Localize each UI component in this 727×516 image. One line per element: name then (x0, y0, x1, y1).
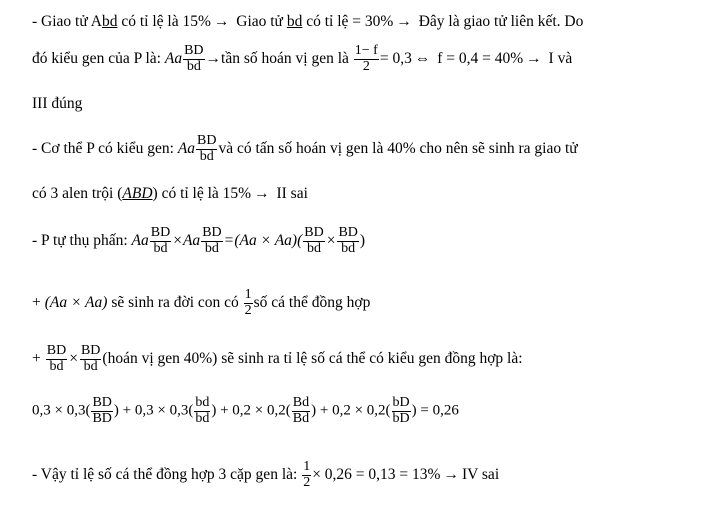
times-icon: × (173, 231, 182, 249)
fraction (302, 460, 311, 490)
numerator: 1 (244, 287, 252, 302)
numerator: BD (197, 133, 217, 148)
fraction (354, 44, 379, 74)
text: - Cơ thể P có kiểu gen: (32, 139, 178, 157)
denominator: bd (195, 410, 210, 426)
math-text: Aa (182, 231, 201, 249)
numerator: BD (184, 43, 204, 58)
line-5 (32, 186, 308, 202)
text: Giao tử (232, 13, 287, 30)
arrow-icon: → (396, 13, 412, 30)
iff-icon: ⇔ (414, 49, 431, 67)
text: Đây là giao tử liên kết. Do (414, 13, 584, 30)
math-text: (Aa × Aa) (44, 293, 108, 311)
denominator: Bd (292, 410, 310, 426)
math-text: + (32, 293, 41, 311)
fraction (337, 226, 358, 256)
math-text: = 0,3 (379, 49, 412, 67)
line-7 (32, 288, 370, 318)
math-text: ) (359, 231, 366, 249)
denominator: 2 (303, 474, 311, 490)
numerator: BD (202, 225, 222, 240)
denominator: bd (83, 358, 98, 374)
denominator: bd (199, 148, 214, 164)
fraction (183, 44, 204, 74)
numerator: bd (195, 395, 210, 410)
numerator: BD (80, 343, 101, 358)
numerator: BD (150, 225, 171, 240)
text: - P tự thụ phấn: (32, 231, 132, 249)
denominator: bd (204, 240, 219, 256)
line-10 (32, 460, 499, 490)
numerator: BD (338, 225, 358, 240)
fraction (201, 226, 222, 256)
numerator: Bd (292, 395, 310, 410)
fraction (196, 134, 217, 164)
math-text: ) + 0,2 × 0,2( (311, 402, 391, 419)
fraction (392, 396, 411, 426)
text: có 3 alen trội ( (32, 185, 123, 202)
fraction (292, 396, 310, 426)
math-text: ) + 0,3 × 0,3( (113, 402, 194, 419)
math-text: Aa (177, 139, 196, 157)
math-text: ABD (122, 185, 153, 202)
math-text: 0,3 × 0,3( (32, 402, 91, 419)
text: sẽ sinh ra đời con có (107, 293, 243, 311)
line-3 (32, 96, 82, 112)
text: bd (286, 13, 303, 30)
fraction (46, 344, 67, 374)
arrow-icon: → (254, 185, 270, 202)
math-text: (Aa × Aa)( (234, 231, 303, 249)
text: I và (544, 49, 573, 67)
denominator: bd (186, 58, 201, 74)
numerator: BD (92, 395, 112, 410)
line-8 (32, 344, 523, 374)
text: đó kiểu gen của P là: (32, 49, 165, 67)
line-2 (32, 44, 572, 74)
arrow-icon: → (213, 13, 230, 30)
math-text: ) = 0,26 (411, 402, 459, 419)
numerator: BD (304, 225, 324, 240)
fraction (150, 226, 171, 256)
times-icon: × (326, 231, 336, 249)
text: ) có tỉ lệ là 15% (152, 185, 252, 202)
text: - Giao tử A (32, 13, 102, 30)
text: f = 0,4 = 40% (433, 49, 524, 67)
line-6 (32, 226, 365, 256)
fraction (91, 396, 112, 426)
text: II sai (272, 185, 308, 202)
denominator: bd (341, 240, 356, 256)
text: và có tấn số hoán vị gen là 40% cho nên sẽ sinh ra giao tử (218, 139, 578, 157)
arrow-icon: → (205, 49, 222, 67)
numerator: BD (46, 343, 67, 358)
text: có tỉ lệ = 30% (302, 13, 394, 30)
math-text: ) + 0,2 × 0,2( (211, 402, 291, 419)
arrow-icon: → (443, 465, 459, 483)
line-1 (32, 14, 583, 30)
fraction (80, 344, 101, 374)
text: số cá thể đồng hợp (253, 293, 371, 311)
arrow-icon: → (526, 49, 542, 67)
text: có tỉ lệ là 15% (117, 13, 211, 30)
text: tần số hoán vị gen là (221, 49, 353, 67)
math-text: Aa (131, 231, 149, 249)
math-text: Aa (164, 49, 183, 67)
numerator: 1 (303, 459, 311, 474)
denominator: 2 (362, 58, 370, 74)
denominator: 2 (244, 302, 252, 318)
times-icon: × (69, 349, 78, 367)
denominator: BD (92, 410, 112, 426)
line-9 (32, 396, 459, 426)
fraction (303, 226, 324, 256)
denominator: bd (306, 240, 321, 256)
text: III đúng (32, 95, 83, 112)
numerator: bD (392, 395, 410, 410)
denominator: bd (153, 240, 168, 256)
text: - Vậy tỉ lệ số cá thể đồng hợp 3 cặp gen là: (32, 465, 302, 483)
denominator: bD (392, 410, 410, 426)
text: IV sai (461, 465, 500, 483)
denominator: bd (49, 358, 64, 374)
math-text: = (224, 231, 234, 249)
line-4 (32, 134, 578, 164)
text: bd (101, 13, 118, 30)
fraction (244, 288, 253, 318)
text: (hoán vị gen 40%) sẽ sinh ra tỉ lệ số cá thể có kiểu gen đồng hợp là: (102, 349, 523, 367)
fraction (194, 396, 210, 426)
numerator: 1− f (354, 43, 378, 58)
text: × 0,26 = 0,13 = 13% (312, 465, 441, 483)
math-text: + (32, 349, 41, 367)
